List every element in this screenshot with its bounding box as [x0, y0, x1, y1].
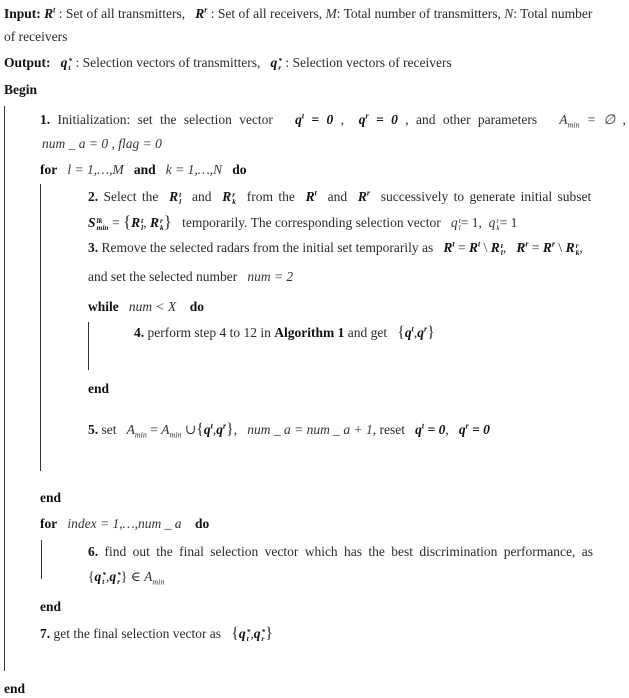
input-line: Input: $R^t$ : Set of all transmitters, $R^r$ : Set of all receivers, M: Total number of transmitters, N: Total number: [4, 5, 593, 21]
input-label: Input:: [4, 6, 41, 21]
step-3-cont: and set the selected number num = 2: [88, 269, 294, 284]
end-while: end: [88, 381, 110, 396]
while-block-bar: [88, 322, 89, 370]
symbol-R-r: $R^r$: [195, 5, 208, 21]
step-1-params: num _ a = 0 , flag = 0: [42, 136, 162, 151]
for-loop-l-k: for l = 1,…,M and k = 1,…,N do: [40, 162, 247, 177]
symbol-R-t: $R^t$: [44, 5, 56, 21]
symbol-q-t-star: q * t: [60, 55, 73, 72]
while-loop: while num < X do: [88, 299, 205, 314]
for-loop-index: for index = 1,…,num _ a do: [40, 516, 210, 531]
output-label: Output:: [4, 55, 51, 70]
math-qt-zero: $q^t = 0$: [295, 111, 334, 127]
step-6: 6. find out the final selection vector which has the best discrimination performance, as: [88, 544, 593, 559]
step-4: 4. perform step 4 to 12 in Algorithm 1 and get $\{q^t,q^r\}$: [134, 324, 435, 341]
begin-keyword: Begin: [4, 82, 38, 97]
step-3: 3. Remove the selected radars from the initial set temporarily as $R^t = R^t$ \ R t l , $R^r = R^r$ \ R r k ,: [88, 239, 583, 257]
step-1: 1. Initialization: set the selection vector $q^t = 0$ , $q^r = 0$ , and other parameters $A_{min}$ = ∅ ,: [40, 111, 626, 130]
input-line-cont: of receivers: [4, 29, 68, 44]
begin-block-bar: [4, 106, 5, 671]
end-for-l-k: end: [40, 490, 62, 505]
algorithm-1-reference: Algorithm 1: [274, 325, 345, 340]
symbol-q-r-star: q * r: [270, 55, 282, 72]
symbol-R-k-r: R r k: [222, 189, 236, 206]
step-2: 2. Select the R t l and R r k from the $R^t$ and $R^r$ successively to generate initial subset: [88, 188, 592, 206]
step-2-cont: S lk min = {R t l , R r k } temporarily. The corresponding selection vector q t l = 1, q r k = 1: [88, 212, 518, 232]
step-5: 5. set $A_{min} = A_{min}$ $\cup\{q^t,q^r\}$, num _ a = num _ a + 1, reset $q^t = 0$, $q^r = 0$: [88, 421, 490, 440]
math-qr-zero: $q^r = 0$: [358, 111, 398, 127]
step-7: 7. get the final selection vector as {q * t ,q * r }: [40, 625, 273, 643]
symbol-R-l-t: R t l: [169, 189, 182, 206]
end-final: end: [4, 681, 26, 696]
output-line: Output: q * t : Selection vectors of transmitters, q * r : Selection vectors of receivers: [4, 55, 452, 72]
for-block-bar: [40, 184, 41, 471]
math-s-min-lk: S lk min: [88, 215, 109, 232]
end-for-index: end: [40, 599, 62, 614]
math-amin-empty: $A_{min}$ = ∅: [559, 112, 616, 130]
step-6-cont: {q * t ,q * r } ∈ $A_{min}$: [88, 569, 165, 587]
for-index-block-bar: [41, 540, 42, 579]
